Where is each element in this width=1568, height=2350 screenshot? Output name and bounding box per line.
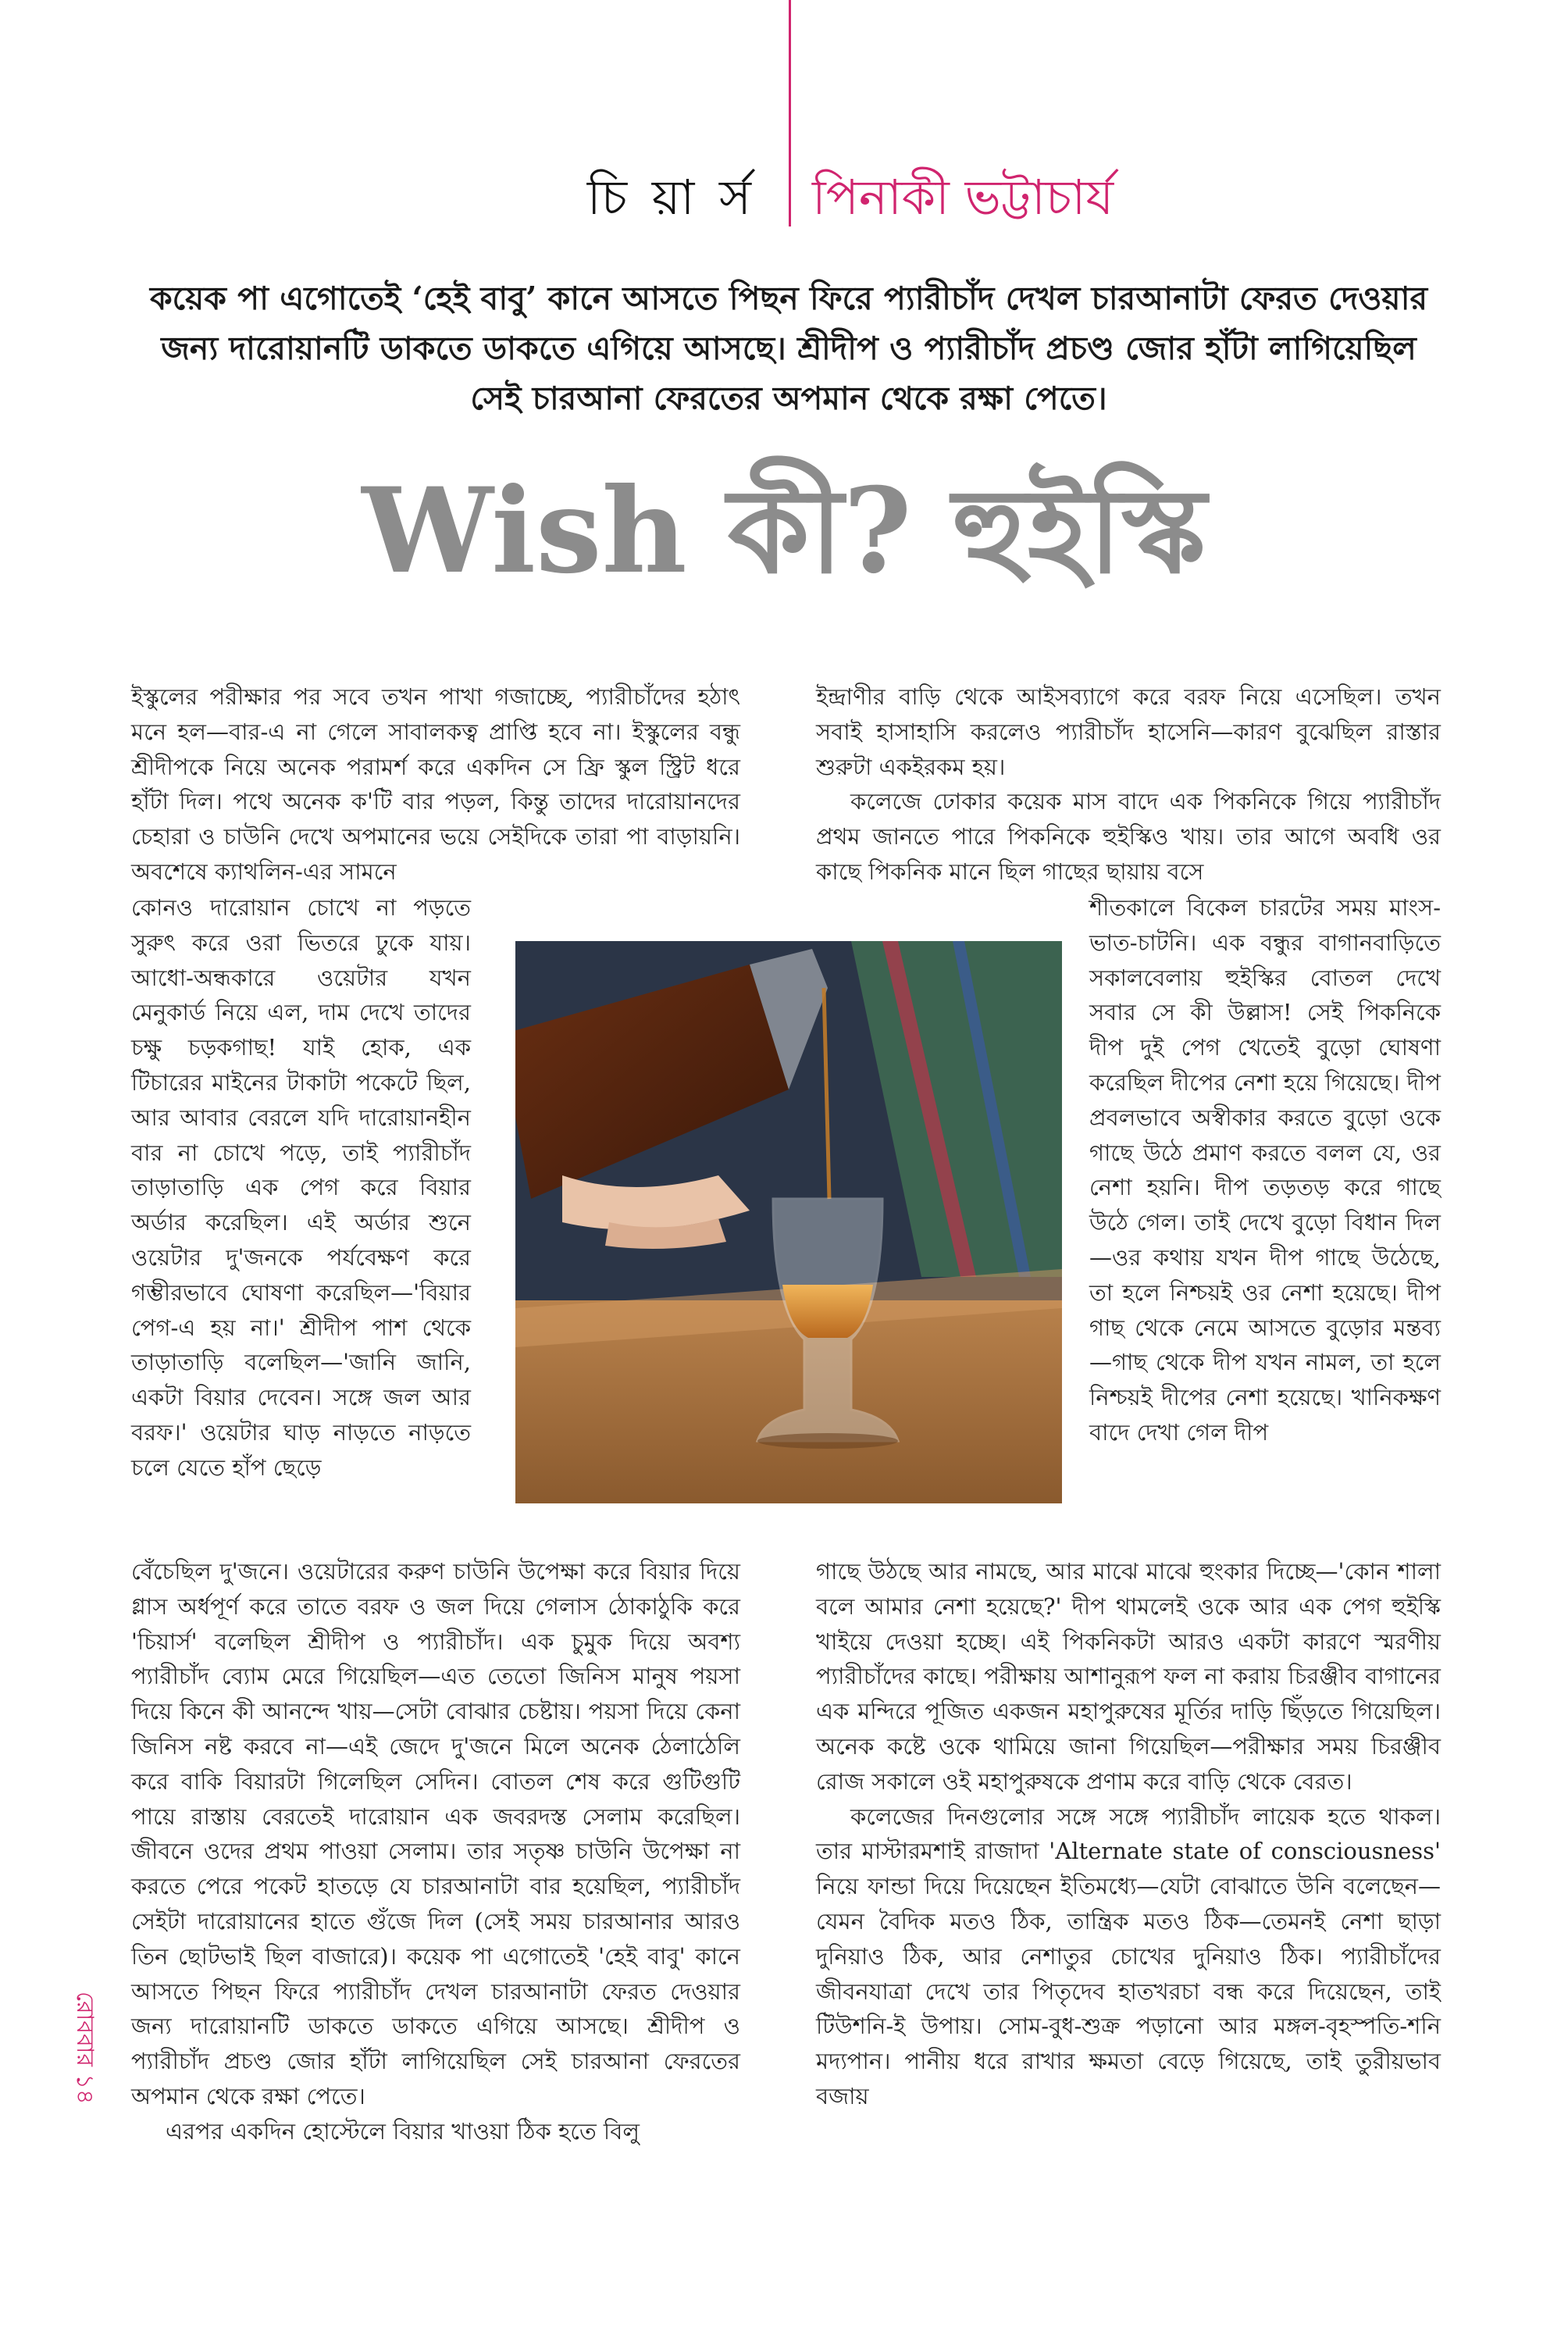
column-b-bottom [816,1554,1441,2114]
paragraph: কলেজে ঢোকার কয়েক মাস বাদে এক পিকনিকে গিয়ে প্যারীচাঁদ প্রথম জানতে পারে পিকনিকে হুইস্কিও খায়। তার আগে অবধি ওর কাছে পিকনিক মানে ছিল গাছের ছায়ায় বসে [816,788,1441,885]
folio-text [67,1992,102,2104]
author-name: পিনাকী ভট্টাচার্য [812,169,1114,226]
paragraph: এরপর একদিন হোস্টেলে বিয়ার খাওয়া ঠিক হতে বিলু [166,2117,640,2145]
column-a-bottom [131,1554,740,2149]
paragraph: শীতকালে বিকেল চারটের সময় মাংস-ভাত-চাটনি। এক বন্ধুর বাগানবাড়িতে সকালবেলায় হুইস্কির বোতল দেখে সবার সে কী উল্লাস! সেই পিকনিকে দীপ দুই পেগ খেতেই বুড়ো ঘোষণা করেছিল দীপের নেশা হয়ে গিয়েছে। দীপ প্রবলভাবে অস্বীকার করতে বুড়ো ওকে গাছে উঠে প্রমাণ করতে বলল যে, ওর নেশা হয়নি। দীপ তড়তড় করে গাছে উঠে গেল। তাই দেখে বুড়ো বিধান দিল—ওর কথায় যখন দীপ গাছে উঠেছে, তা হলে নিশ্চয়ই ওর নেশা হয়েছে। দীপ গাছ থেকে নেমে আসতে বুড়োর মন্তব্য—গাছ থেকে দীপ যখন নামল, তা হলে নিশ্চয়ই দীপের নেশা হয়েছে। খানিকক্ষণ বাদে দেখা গেল দীপ [1089,894,1441,1446]
folio-section: রোববার [71,1992,98,2067]
whisky-pour-photo [515,941,1062,1503]
column-b-beside-photo [1089,890,1441,1450]
folio-page-number: ১৪ [71,2074,98,2105]
column-a-top [131,679,740,890]
column-divider-rule [789,0,791,226]
intro-pull-quote: কয়েক পা এগোতেই ‘হেই বাবু’ কানে আসতে পিছন ফিরে প্যারীচাঁদ দেখল চারআনাটা ফেরত দেওয়ার জন্য দারোয়ানটি ডাকতে ডাকতে এগিয়ে আসছে। শ্রীদীপ ও প্যারীচাঁদ প্রচণ্ড জোর হাঁটা লাগিয়েছিল সেই চারআনা ফেরতের অপমান থেকে রক্ষা পেতে। [149,280,1428,417]
paragraph: গাছে উঠছে আর নামছে, আর মাঝে মাঝে হুংকার দিচ্ছে—'কোন শালা বলে আমার নেশা হয়েছে?' দীপ থামলেই ওকে আর এক পেগ হুইস্কি খাইয়ে দেওয়া হচ্ছে। এই পিকনিকটা আরও একটা কারণে স্মরণীয় প্যারীচাঁদের কাছে। পরীক্ষায় আশানুরূপ ফল না করায় চিরঞ্জীব বাগানের এক মন্দিরে পূজিত একজন মহাপুরুষের মূর্তির দাড়ি ছিঁড়তে গিয়েছিল। অনেক কষ্টে ওকে থামিয়ে জানা গিয়েছিল—পরীক্ষার সময় চিরঞ্জীব রোজ সকালে ওই মহাপুরুষকে প্রণাম করে বাড়ি থেকে বেরত। [816,1558,1441,1795]
paragraph: ইস্কুলের পরীক্ষার পর সবে তখন পাখা গজাচ্ছে, প্যারীচাঁদের হঠাৎ মনে হল—বার-এ না গেলে সাবালকত্ব প্রাপ্তি হবে না। ইস্কুলের বন্ধু শ্রীদীপকে নিয়ে অনেক পরামর্শ করে একদিন সে ফ্রি স্কুল স্ট্রিট ধরে হাঁটা দিল। পথে অনেক ক'টি বার পড়ল, কিন্তু তাদের দারোয়ানদের চেহারা ও চাউনি দেখে অপমানের ভয়ে সেইদিকে তারা পা বাড়ায়নি। অবশেষে ক্যাথলিন-এর সামনে [131,683,740,885]
paragraph: কলেজের দিনগুলোর সঙ্গে সঙ্গে প্যারীচাঁদ লায়েক হতে থাকল। তার মাস্টারমশাই রাজাদা 'Alternate state of consciousness' নিয়ে ফান্ডা দিয়ে দিয়েছেন ইতিমধ্যে—যেটা বোঝাতে উনি বলেছেন—যেমন বৈদিক মতও ঠিক, তান্ত্রিক মতও ঠিক—তেমনই নেশা ছাড়া দুনিয়াও ঠিক, আর নেশাতুর চোখের দুনিয়াও ঠিক। প্যারীচাঁদের জীবনযাত্রা দেখে তার পিতৃদেব হাতখরচা বন্ধ করে দিয়েছেন, তাই টিউশনি-ই উপায়। সোম-বুধ-শুক্র পড়ানো আর মঙ্গল-বৃহস্পতি-শনি মদ্যপান। পানীয় ধরে রাখার ক্ষমতা বেড়ে গিয়েছে, তাই তুরীয়ভাব বজায় [816,1803,1441,2109]
series-title: চি য়া র্স [586,169,756,226]
column-b-top [816,679,1441,890]
article-headline: Wish কী? হুইস্কি [362,462,1206,600]
whisky-pour-illustration [515,941,1062,1503]
column-a-beside-photo [131,890,471,1485]
paragraph: ইন্দ্রাণীর বাড়ি থেকে আইসব্যাগে করে বরফ নিয়ে এসেছিল। তখন সবাই হাসাহাসি করলেও প্যারীচাঁদ হাসেনি—কারণ বুঝেছিল রাস্তার শুরুটা একইরকম হয়। [816,683,1441,780]
page-folio [67,1992,114,2226]
paragraph: বেঁচেছিল দু'জনে। ওয়েটারের করুণ চাউনি উপেক্ষা করে বিয়ার দিয়ে গ্লাস অর্ধপূর্ণ করে তাতে বরফ ও জল দিয়ে গেলাস ঠোকাঠুকি করে 'চিয়ার্স' বলেছিল শ্রীদীপ ও প্যারীচাঁদ। এক চুমুক দিয়ে অবশ্য প্যারীচাঁদ ব্যোম মেরে গিয়েছিল—এত তেতো জিনিস মানুষ পয়সা দিয়ে কিনে কী আনন্দে খায়—সেটা বোঝার চেষ্টায়। পয়সা দিয়ে কেনা জিনিস নষ্ট করবে না—এই জেদে দু'জনে মিলে অনেক ঠেলাঠেলি করে বাকি বিয়ারটা গিলেছিল সেদিন। বোতল শেষ করে গুটিগুটি পায়ে রাস্তায় বেরতেই দারোয়ান এক জবরদস্ত সেলাম করেছিল। জীবনে ওদের প্রথম পাওয়া সেলাম। তার সতৃষ্ণ চাউনি উপেক্ষা না করতে পেরে পকেট হাতড়ে যে চারআনাটা বার হয়েছিল, প্যারীচাঁদ সেইটা দারোয়ানের হাতে গুঁজে দিল (সেই সময় চারআনার আরও তিন ছোটভাই ছিল বাজারে)। কয়েক পা এগোতেই 'হেই বাবু' কানে আসতে পিছন ফিরে প্যারীচাঁদ দেখল চারআনাটা ফেরত দেওয়ার জন্য দারোয়ানটি ডাকতে ডাকতে এগিয়ে আসছে। শ্রীদীপ ও প্যারীচাঁদ প্রচণ্ড জোর হাঁটা লাগিয়েছিল সেই চারআনা ফেরতের অপমান থেকে রক্ষা পেতে। [131,1558,740,2109]
paragraph: কোনও দারোয়ান চোখে না পড়তে সুরুৎ করে ওরা ভিতরে ঢুকে যায়। আধো-অন্ধকারে ওয়েটার যখন মেনুকার্ড নিয়ে এল, দাম দেখে তাদের চক্ষু চড়কগাছ! যাই হোক, এক টিচারের মাইনের টাকাটা পকেটে ছিল, আর আবার বেরলে যদি দারোয়ানহীন বার না চোখে পড়ে, তাই প্যারীচাঁদ তাড়াতাড়ি এক পেগ করে বিয়ার অর্ডার করেছিল। এই অর্ডার শুনে ওয়েটার দু'জনকে পর্যবেক্ষণ করে গম্ভীরভাবে ঘোষণা করেছিল—'বিয়ার পেগ-এ হয় না।' শ্রীদীপ পাশ থেকে তাড়াতাড়ি বলেছিল—'জানি জানি, একটা বিয়ার দেবেন। সঙ্গে জল আর বরফ।' ওয়েটার ঘাড় নাড়তে নাড়তে চলে যেতে হাঁপ ছেড়ে [131,894,471,1481]
